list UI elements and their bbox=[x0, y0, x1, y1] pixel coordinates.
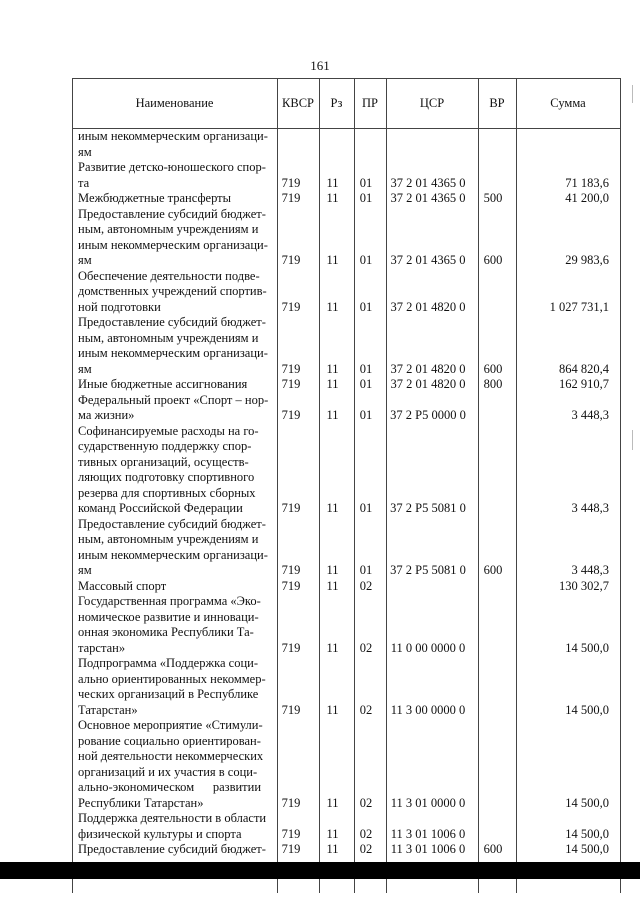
cell-rz: 11 bbox=[326, 501, 339, 515]
page-number: 161 bbox=[310, 58, 330, 73]
cell-rz: 11 bbox=[326, 842, 339, 856]
row-name: Предоставление субсидий бюджет- ным, автономным учреждениям и иным некоммерческим организаци- ям bbox=[78, 516, 268, 577]
row-name: Межбюджетные трансферты bbox=[78, 191, 232, 205]
cell-vr: 600 bbox=[483, 842, 503, 856]
cell-kvsr: 719 bbox=[281, 299, 301, 314]
cell-rz: 11 bbox=[326, 702, 339, 717]
table-row bbox=[72, 129, 620, 160]
cell-vr: 600 bbox=[483, 361, 503, 376]
cell-pr: 01 bbox=[359, 408, 373, 422]
cell-csr: 37 2 01 4365 0 bbox=[390, 175, 466, 190]
cell-kvsr: 719 bbox=[281, 377, 301, 391]
table-row bbox=[72, 191, 620, 207]
cell-kvsr: 719 bbox=[281, 191, 301, 205]
cell-csr: 37 2 P5 5081 0 bbox=[390, 501, 466, 515]
table-row bbox=[72, 377, 620, 393]
cell-rz: 11 bbox=[326, 377, 339, 391]
cell-pr: 01 bbox=[359, 563, 373, 577]
cell-vr: 600 bbox=[483, 563, 503, 577]
table-row bbox=[72, 207, 620, 269]
cell-rz: 11 bbox=[326, 175, 339, 190]
table-row bbox=[72, 269, 620, 316]
cell-kvsr: 719 bbox=[281, 361, 301, 376]
cell-sum: 29 983,6 bbox=[565, 253, 609, 267]
cell-pr: 02 bbox=[359, 578, 373, 593]
cell-kvsr: 719 bbox=[281, 501, 301, 515]
cell-kvsr: 719 bbox=[281, 578, 301, 593]
cell-csr: 11 0 00 0000 0 bbox=[390, 640, 466, 655]
table-row bbox=[72, 424, 620, 517]
row-name: Массовый спорт bbox=[78, 578, 167, 593]
table-border-right bbox=[620, 78, 621, 893]
table-row bbox=[72, 811, 620, 842]
cell-rz: 11 bbox=[326, 795, 339, 810]
cell-sum: 14 500,0 bbox=[565, 702, 609, 717]
cell-sum: 14 500,0 bbox=[565, 640, 609, 655]
table-row bbox=[72, 315, 620, 377]
cell-pr: 01 bbox=[359, 501, 373, 515]
cell-sum: 3 448,3 bbox=[571, 563, 609, 577]
header-csr: ЦСР bbox=[419, 95, 445, 110]
cell-vr: 500 bbox=[483, 191, 503, 205]
cell-csr: 37 2 01 4820 0 bbox=[390, 377, 466, 391]
table-row bbox=[72, 160, 620, 191]
cell-sum: 71 183,6 bbox=[565, 175, 609, 190]
cell-sum: 1 027 731,1 bbox=[549, 299, 609, 314]
cell-pr: 02 bbox=[359, 826, 373, 841]
cell-kvsr: 719 bbox=[281, 795, 301, 810]
cell-csr: 11 3 01 1006 0 bbox=[390, 842, 466, 856]
cell-sum: 3 448,3 bbox=[571, 408, 609, 422]
header-sum: Сумма bbox=[550, 95, 586, 110]
cell-rz: 11 bbox=[326, 578, 339, 593]
cell-pr: 01 bbox=[359, 299, 373, 314]
row-name: Предоставление субсидий бюджет- bbox=[78, 842, 266, 856]
cell-csr: 37 2 P5 5081 0 bbox=[390, 563, 466, 577]
cell-pr: 01 bbox=[359, 191, 373, 205]
cell-rz: 11 bbox=[326, 361, 339, 376]
row-name: Развитие детско-юношеского спор- та bbox=[78, 160, 266, 190]
cell-pr: 02 bbox=[359, 640, 373, 655]
cell-csr: 37 2 P5 0000 0 bbox=[390, 408, 466, 422]
table-row bbox=[72, 718, 620, 811]
cell-sum: 864 820,4 bbox=[559, 361, 609, 376]
cell-kvsr: 719 bbox=[281, 408, 301, 422]
cell-pr: 01 bbox=[359, 253, 373, 267]
cell-csr: 11 3 01 1006 0 bbox=[390, 826, 466, 841]
cell-rz: 11 bbox=[326, 640, 339, 655]
cell-sum: 14 500,0 bbox=[565, 795, 609, 810]
cell-csr: 11 3 01 0000 0 bbox=[390, 795, 466, 810]
cell-vr: 800 bbox=[483, 377, 503, 391]
cell-sum: 130 302,7 bbox=[559, 578, 609, 593]
table-row bbox=[72, 594, 620, 656]
cell-pr: 01 bbox=[359, 175, 373, 190]
row-name: Предоставление субсидий бюджет- ным, автономным учреждениям и иным некоммерческим организаци- ям bbox=[78, 315, 268, 376]
cell-kvsr: 719 bbox=[281, 253, 301, 267]
cell-kvsr: 719 bbox=[281, 826, 301, 841]
scan-margin-mark bbox=[632, 430, 633, 450]
row-name: Государственная программа «Эко- номическое развитие и инноваци- онная экономика Республики Та- тарстан» bbox=[78, 594, 261, 655]
row-name: Обеспечение деятельности подве- домственных учреждений спортив- ной подготовки bbox=[78, 268, 267, 314]
table-row bbox=[72, 656, 620, 718]
header-rz: Рз bbox=[330, 95, 343, 110]
cell-sum: 14 500,0 bbox=[565, 842, 609, 856]
row-name: Софинансируемые расходы на го- сударственную поддержку спор- тивных организаций, осуществ- ляющих подготовку спортивного резерва для спортивных сборных команд Российской Федерации bbox=[78, 423, 259, 515]
cell-pr: 02 bbox=[359, 795, 373, 810]
cell-vr: 600 bbox=[483, 253, 503, 267]
cell-pr: 01 bbox=[359, 361, 373, 376]
cell-csr: 37 2 01 4820 0 bbox=[390, 299, 466, 314]
cell-pr: 02 bbox=[359, 842, 373, 856]
row-name: Подпрограмма «Поддержка соци- ально ориентированных некоммер- ческих организаций в Республике Татарстан» bbox=[78, 656, 266, 717]
row-name: Иные бюджетные ассигнования bbox=[78, 377, 248, 391]
row-name: иным некоммерческим организаци- ям bbox=[78, 129, 268, 159]
scan-margin-mark bbox=[632, 85, 633, 103]
header-vr: ВР bbox=[489, 95, 505, 110]
table-row bbox=[72, 393, 620, 424]
cell-kvsr: 719 bbox=[281, 640, 301, 655]
cell-sum: 3 448,3 bbox=[571, 501, 609, 515]
cell-kvsr: 719 bbox=[281, 702, 301, 717]
header-pr: ПР bbox=[362, 95, 378, 110]
header-kvsr: КВСР bbox=[282, 95, 314, 110]
cell-rz: 11 bbox=[326, 563, 339, 577]
cell-rz: 11 bbox=[326, 299, 339, 314]
cell-kvsr: 719 bbox=[281, 175, 301, 190]
row-name: Федеральный проект «Спорт – нор- ма жизни» bbox=[78, 392, 269, 422]
table-body bbox=[72, 129, 620, 873]
cell-rz: 11 bbox=[326, 253, 339, 267]
cell-sum: 162 910,7 bbox=[559, 377, 609, 391]
cell-pr: 01 bbox=[359, 377, 373, 391]
cell-rz: 11 bbox=[326, 191, 339, 205]
row-name: Предоставление субсидий бюджет- ным, автономным учреждениям и иным некоммерческим организаци- ям bbox=[78, 206, 268, 267]
cell-rz: 11 bbox=[326, 826, 339, 841]
cell-sum: 41 200,0 bbox=[565, 191, 609, 205]
cell-pr: 02 bbox=[359, 702, 373, 717]
cell-csr: 37 2 01 4365 0 bbox=[390, 253, 466, 267]
cell-rz: 11 bbox=[326, 408, 339, 422]
table-row bbox=[72, 579, 620, 595]
cell-kvsr: 719 bbox=[281, 842, 301, 856]
cell-csr: 11 3 00 0000 0 bbox=[390, 702, 466, 717]
cell-kvsr: 719 bbox=[281, 563, 301, 577]
table-row bbox=[72, 517, 620, 579]
scan-bottom-bar bbox=[0, 862, 640, 879]
cell-csr: 37 2 01 4820 0 bbox=[390, 361, 466, 376]
cell-sum: 14 500,0 bbox=[565, 826, 609, 841]
header-name: Наименование bbox=[135, 95, 214, 110]
row-name: Поддержка деятельности в области физической культуры и спорта bbox=[78, 811, 267, 841]
cell-csr: 37 2 01 4365 0 bbox=[390, 191, 466, 205]
row-name: Основное мероприятие «Стимули- рование социально ориентирован- ной деятельности некоммерческих организаций и их участия в соци- ально-экономическом развитии Республики Татарстан» bbox=[78, 718, 264, 810]
